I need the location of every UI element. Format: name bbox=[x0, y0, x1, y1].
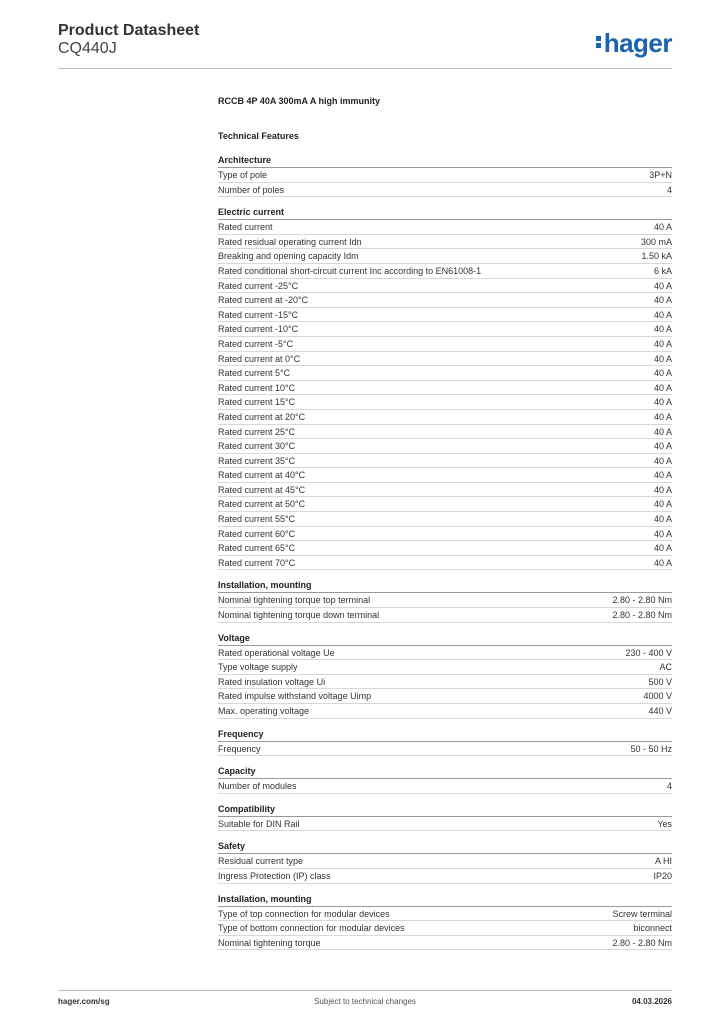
feature-value: A HI bbox=[654, 856, 672, 867]
feature-value: 40 A bbox=[653, 455, 672, 466]
feature-row bbox=[218, 395, 672, 410]
feature-section bbox=[218, 632, 672, 719]
feature-value: biconnect bbox=[633, 923, 672, 934]
feature-value: 40 A bbox=[653, 514, 672, 525]
feature-value: 50 - 50 Hz bbox=[630, 743, 672, 754]
feature-row bbox=[218, 249, 672, 264]
feature-section bbox=[218, 154, 672, 197]
section-title: Electric current bbox=[218, 206, 672, 220]
page-header bbox=[58, 22, 672, 70]
feature-value: 40 A bbox=[653, 397, 672, 408]
feature-label: Rated conditional short-circuit current Inc according to EN61008-1 bbox=[218, 265, 482, 276]
feature-section bbox=[218, 579, 672, 622]
section-title: Installation, mounting bbox=[218, 579, 672, 593]
feature-value: 230 - 400 V bbox=[625, 647, 672, 658]
feature-label: Rated current bbox=[218, 222, 273, 233]
feature-label: Rated impulse withstand voltage Uimp bbox=[218, 691, 372, 702]
feature-label: Rated current 10°C bbox=[218, 382, 296, 393]
section-title: Voltage bbox=[218, 632, 672, 646]
feature-value: Screw terminal bbox=[612, 908, 672, 919]
feature-value: 3P+N bbox=[649, 170, 672, 180]
footer-divider bbox=[58, 990, 672, 991]
feature-row bbox=[218, 366, 672, 381]
feature-value: 4 bbox=[666, 781, 672, 792]
feature-section bbox=[218, 728, 672, 757]
page-footer bbox=[58, 997, 672, 1011]
footer-notice: Subject to technical changes bbox=[314, 997, 416, 1006]
feature-label: Rated current -5°C bbox=[218, 338, 294, 349]
feature-row bbox=[218, 854, 672, 869]
feature-row bbox=[218, 439, 672, 454]
feature-label: Rated current at 50°C bbox=[218, 499, 306, 510]
feature-label: Rated current 55°C bbox=[218, 514, 296, 525]
feature-label: Nominal tightening torque top terminal bbox=[218, 595, 371, 606]
feature-value: 40 A bbox=[653, 295, 672, 306]
feature-row bbox=[218, 512, 672, 527]
feature-label: Rated current at 45°C bbox=[218, 484, 306, 495]
section-title: Safety bbox=[218, 840, 672, 854]
feature-row bbox=[218, 381, 672, 396]
feature-row bbox=[218, 608, 672, 623]
feature-label: Rated current at 0°C bbox=[218, 353, 301, 364]
feature-value: 40 A bbox=[653, 528, 672, 539]
feature-row bbox=[218, 646, 672, 661]
feature-value: 40 A bbox=[653, 338, 672, 349]
feature-row bbox=[218, 497, 672, 512]
feature-label: Rated current at -20°C bbox=[218, 295, 309, 306]
feature-label: Rated current 15°C bbox=[218, 397, 296, 408]
feature-row bbox=[218, 483, 672, 498]
feature-value: 2.80 - 2.80 Nm bbox=[612, 937, 672, 948]
feature-label: Rated current 25°C bbox=[218, 426, 296, 437]
feature-label: Max. operating voltage bbox=[218, 706, 310, 716]
feature-label: Rated current 30°C bbox=[218, 441, 296, 452]
feature-label: Number of modules bbox=[218, 781, 297, 792]
feature-label: Nominal tightening torque bbox=[218, 937, 321, 948]
feature-label: Rated current 60°C bbox=[218, 528, 296, 539]
feature-row bbox=[218, 869, 672, 884]
feature-value: 500 V bbox=[648, 676, 672, 687]
feature-row bbox=[218, 936, 672, 951]
feature-row bbox=[218, 675, 672, 690]
feature-value: 40 A bbox=[653, 382, 672, 393]
feature-row bbox=[218, 541, 672, 556]
feature-row bbox=[218, 742, 672, 757]
feature-row bbox=[218, 593, 672, 608]
feature-label: Rated current 65°C bbox=[218, 543, 296, 554]
feature-label: Breaking and opening capacity Idm bbox=[218, 251, 359, 262]
feature-row bbox=[218, 264, 672, 279]
feature-value: 40 A bbox=[653, 484, 672, 495]
feature-label: Number of poles bbox=[218, 184, 285, 195]
feature-value: 40 A bbox=[653, 222, 672, 233]
feature-row bbox=[218, 907, 672, 922]
feature-label: Rated current 5°C bbox=[218, 368, 291, 379]
document-title: Product Datasheet bbox=[58, 22, 200, 39]
feature-row bbox=[218, 660, 672, 675]
feature-row bbox=[218, 322, 672, 337]
feature-section bbox=[218, 765, 672, 794]
section-title: Architecture bbox=[218, 154, 672, 168]
feature-row bbox=[218, 235, 672, 250]
feature-row bbox=[218, 337, 672, 352]
feature-row bbox=[218, 352, 672, 367]
feature-value: 40 A bbox=[653, 426, 672, 437]
feature-label: Type voltage supply bbox=[218, 662, 298, 673]
feature-value: 40 A bbox=[653, 280, 672, 291]
feature-row bbox=[218, 425, 672, 440]
feature-value: AC bbox=[659, 662, 672, 673]
feature-label: Residual current type bbox=[218, 856, 304, 867]
feature-label: Rated current 35°C bbox=[218, 455, 296, 466]
feature-label: Rated current -25°C bbox=[218, 280, 299, 291]
feature-label: Type of bottom connection for modular devices bbox=[218, 923, 405, 934]
feature-row bbox=[218, 556, 672, 571]
feature-row bbox=[218, 220, 672, 235]
feature-value: 4000 V bbox=[643, 691, 672, 702]
technical-features-title: Technical Features bbox=[218, 131, 299, 141]
feature-row bbox=[218, 293, 672, 308]
feature-value: 40 A bbox=[653, 543, 672, 554]
footer-website: hager.com/sg bbox=[58, 997, 110, 1006]
feature-row bbox=[218, 689, 672, 704]
logo-dots-icon bbox=[596, 34, 601, 50]
feature-value: 40 A bbox=[653, 353, 672, 364]
feature-value: 2.80 - 2.80 Nm bbox=[612, 595, 672, 606]
section-title: Installation, mounting bbox=[218, 893, 672, 907]
feature-sections bbox=[218, 154, 672, 950]
feature-section bbox=[218, 840, 672, 883]
feature-label: Rated operational voltage Ue bbox=[218, 647, 335, 658]
feature-label: Type of pole bbox=[218, 170, 268, 180]
feature-value: 40 A bbox=[653, 470, 672, 481]
feature-row bbox=[218, 279, 672, 294]
feature-value: Yes bbox=[657, 818, 672, 829]
datasheet-content bbox=[218, 94, 672, 959]
section-title: Compatibility bbox=[218, 803, 672, 817]
feature-label: Suitable for DIN Rail bbox=[218, 818, 300, 829]
feature-value: 2.80 - 2.80 Nm bbox=[612, 610, 672, 621]
feature-value: 40 A bbox=[653, 557, 672, 568]
feature-row bbox=[218, 410, 672, 425]
feature-label: Nominal tightening torque down terminal bbox=[218, 610, 380, 621]
feature-section bbox=[218, 206, 672, 570]
feature-value: IP20 bbox=[653, 870, 672, 881]
hager-logo bbox=[596, 28, 672, 59]
feature-value: 40 A bbox=[653, 324, 672, 335]
feature-label: Rated current at 20°C bbox=[218, 411, 306, 422]
feature-section bbox=[218, 893, 672, 951]
feature-value: 300 mA bbox=[640, 236, 672, 247]
feature-row bbox=[218, 183, 672, 198]
section-title: Capacity bbox=[218, 765, 672, 779]
feature-row bbox=[218, 921, 672, 936]
feature-value: 40 A bbox=[653, 411, 672, 422]
feature-value: 40 A bbox=[653, 309, 672, 320]
feature-value: 6 kA bbox=[653, 265, 672, 276]
section-title: Frequency bbox=[218, 728, 672, 742]
feature-value: 40 A bbox=[653, 368, 672, 379]
feature-row bbox=[218, 454, 672, 469]
feature-label: Frequency bbox=[218, 743, 261, 754]
product-description: RCCB 4P 40A 300mA A high immunity bbox=[218, 96, 381, 106]
feature-label: Rated current at 40°C bbox=[218, 470, 306, 481]
feature-row bbox=[218, 704, 672, 719]
feature-label: Type of top connection for modular devices bbox=[218, 908, 390, 919]
logo-text: hager bbox=[603, 28, 672, 58]
feature-label: Rated insulation voltage Ui bbox=[218, 676, 326, 687]
feature-row bbox=[218, 817, 672, 832]
feature-value: 1.50 kA bbox=[641, 251, 672, 262]
product-code: CQ440J bbox=[58, 40, 117, 57]
feature-label: Rated current -15°C bbox=[218, 309, 299, 320]
feature-label: Rated residual operating current Idn bbox=[218, 236, 362, 247]
feature-value: 4 bbox=[666, 184, 672, 195]
feature-row bbox=[218, 308, 672, 323]
footer-date: 04.03.2026 bbox=[631, 997, 672, 1006]
feature-row bbox=[218, 779, 672, 794]
feature-label: Rated current -10°C bbox=[218, 324, 299, 335]
feature-section bbox=[218, 803, 672, 832]
feature-value: 440 V bbox=[648, 706, 672, 716]
feature-value: 40 A bbox=[653, 441, 672, 452]
feature-row bbox=[218, 527, 672, 542]
feature-label: Ingress Protection (IP) class bbox=[218, 870, 331, 881]
feature-row bbox=[218, 468, 672, 483]
feature-value: 40 A bbox=[653, 499, 672, 510]
header-divider bbox=[58, 68, 672, 69]
feature-row bbox=[218, 168, 672, 183]
feature-label: Rated current 70°C bbox=[218, 557, 296, 568]
